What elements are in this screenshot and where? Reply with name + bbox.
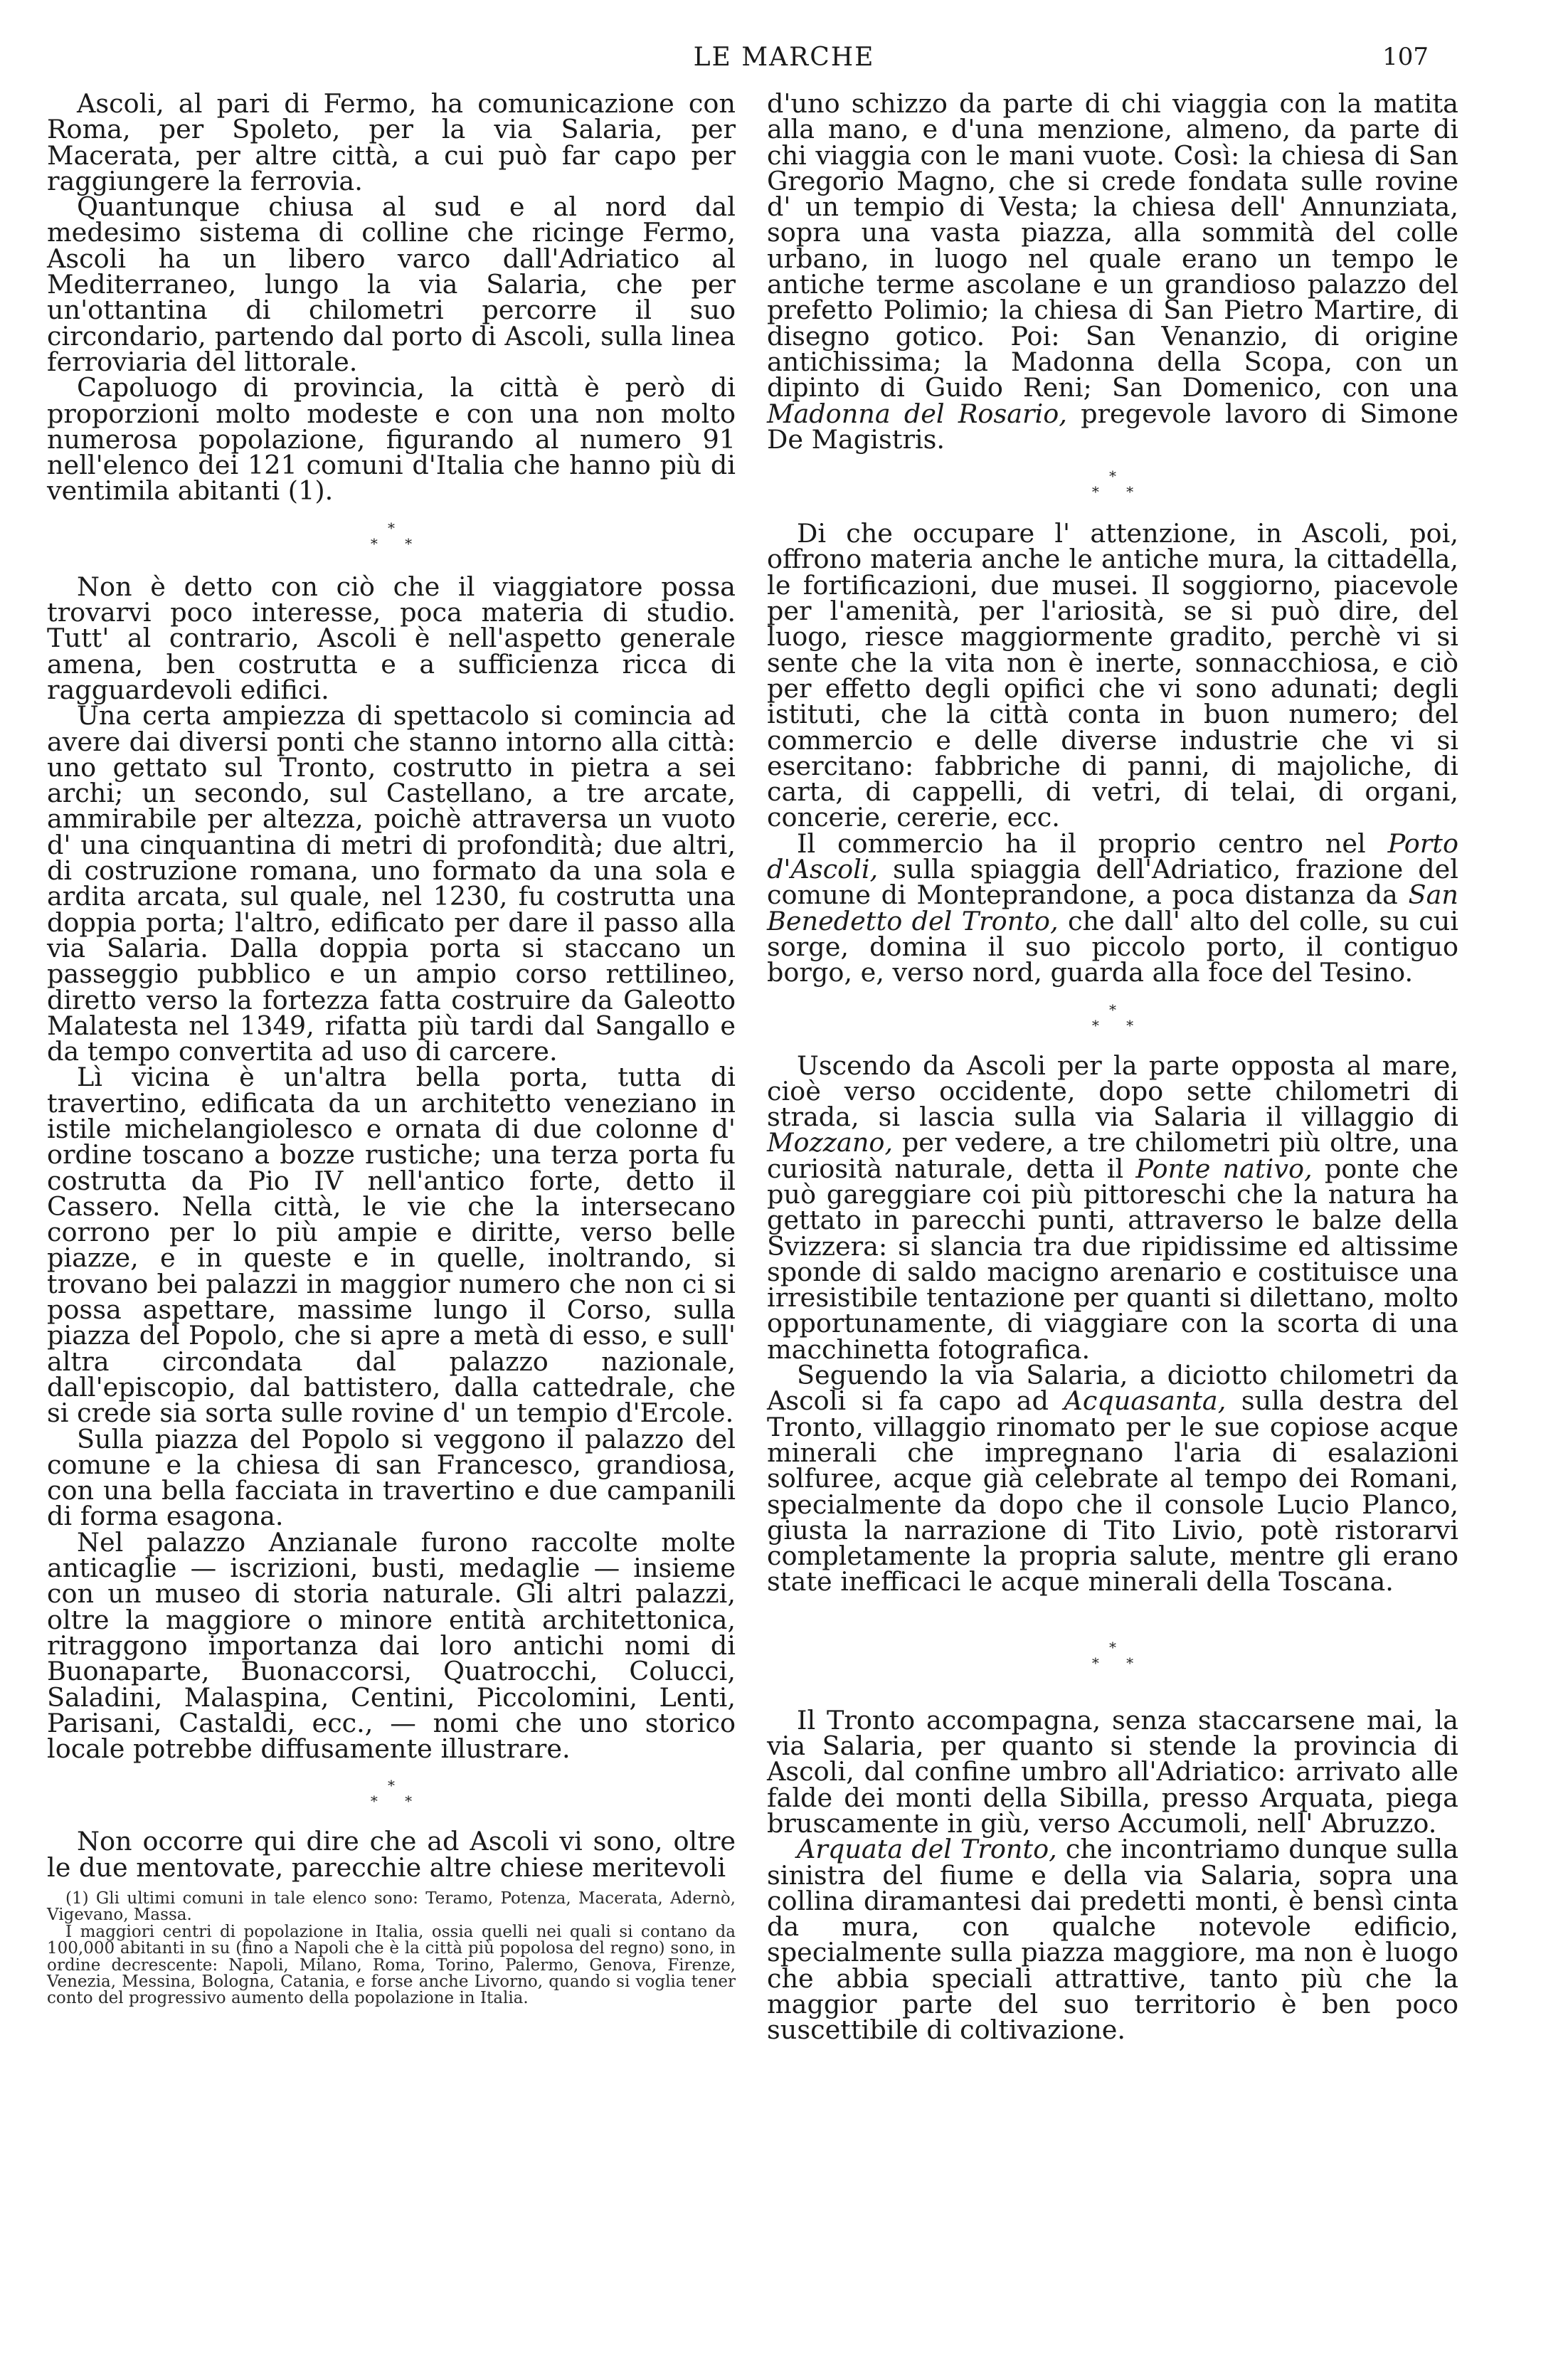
- paragraph: Capoluogo di provincia, la città è però di proporzioni molto modeste e con una non molto numerosa popolazione, figurando al numero 91 nell'elenco dei 121 comuni d'Italia che hanno più di ventimila abitanti (1).: [47, 372, 736, 507]
- separator-top: *: [1109, 1638, 1116, 1656]
- paragraph: [767, 1360, 1459, 1597]
- section-separator: [47, 1778, 736, 1809]
- separator-top: *: [1109, 1000, 1116, 1018]
- italic-place: Acquasanta,: [1064, 1385, 1227, 1417]
- paragraph: Una certa ampiezza di spettacolo si comincia ad avere dai diversi ponti che stanno intorno alla città: uno gettato sul Tronto, costrutto in pietra a sei archi; un secondo, sul Castellano, a tre arcate, ammirabile per altezza, poichè attraversa un vuoto d' una cinquantina di metri di profondità; due altri, di costruzione romana, uno formato da una sola e ardita arcata, sul quale, nel 1230, fu costrutta una doppia porta; l'altro, edificato per dare il passo alla via Salaria. Dalla doppia porta si staccano un passeggio pubblico e un ampio corso rettilineo, diretto verso la fortezza fatta costruire da Galeotto Malatesta nel 1349, rifatta più tardi dal Sangallo e da tempo convertita ad uso di carcere.: [47, 700, 736, 1067]
- text-run: Uscendo da Ascoli per la parte opposta al mare, cioè verso occidente, dopo sette chilometri di strada, si lascia sulla via Salaria il villaggio di: [767, 1050, 1458, 1133]
- paragraph: Di che occupare l' attenzione, in Ascoli, poi, offrono materia anche le antiche mura, la cittadella, le fortificazioni, due musei. Il soggiorno, piacevole per l'amenità, per l'ariosità, se si può dire, del luogo, riesce maggiormente gradito, perchè vi si sente che la vita non è inerte, sonnacchiosa, e ciò per effetto degli opifici che vi sono adunati; degli istituti, che la città conta in buon numero; del commercio e delle diverse industrie che vi si esercitano: fabbriche di panni, di majoliche, di carta, di cappelli, di vetri, di telai, di organi, concerie, cererie, ecc.: [767, 518, 1458, 833]
- separator-bottom: * *: [1091, 1016, 1145, 1034]
- italic-place: Porto d'Ascoli,: [767, 828, 1458, 885]
- italic-place: Mozzano,: [767, 1127, 894, 1158]
- paragraph: Nel palazzo Anzianale furono raccolte molte anticaglie — iscrizioni, busti, medaglie — insieme con un museo di storia naturale. Gli altri palazzi, oltre la maggiore o minore entità architettonica, ritraggono importanza dai loro antichi nomi di Buonaparte, Buonaccorsi, Quatrocchi, Colucci, Saladini, Malaspina, Centini, Piccolomini, Lenti, Parisani, Castaldi, ecc., — nomi che uno storico locale potrebbe diffusamente illustrare.: [47, 1526, 736, 1765]
- italic-place: Ponte nativo,: [1135, 1153, 1313, 1184]
- paragraph: Il Tronto accompagna, senza staccarsene mai, la via Salaria, per quanto si stende la provincia di Ascoli, dal confine umbro all'Adriatico: arrivato alle falde dei monti della Sibilla, presso Arquata, piega bruscamente in giù, verso Accumoli, nell' Abruzzo.: [767, 1704, 1458, 1839]
- paragraph: Sulla piazza del Popolo si veggono il palazzo del comune e la chiesa di san Francesco, grandiosa, con una bella facciata in travertino e due campanili di forma esagona.: [47, 1423, 736, 1532]
- paragraph: Quantunque chiusa al sud e al nord dal medesimo sistema di colline che ricinge Fermo, Ascoli ha un libero varco dall'Adriatico al Mediterraneo, lungo la via Salaria, che per un'ottantina di chilometri percorre il suo circondario, partendo dal porto di Ascoli, sulla linea ferroviaria del littorale.: [47, 191, 736, 377]
- paragraph: Ascoli, al pari di Fermo, ha comunicazione con Roma, per Spoleto, per la via Salaria, per Macerata, per altre città, a cui può far capo per raggiungere la ferrovia.: [47, 88, 736, 196]
- footnote: I maggiori centri di popolazione in Italia, ossia quelli nei quali si contano da 100,000 abitanti in su (fino a Napoli che è la città più popolosa del regno) sono, in ordine decrescente: Napoli, Milano, Roma, Torino, Palermo, Genova, Firenze, Venezia, Messina, Bologna, Catania, e forse anche Livorno, quando si voglia tener conto del progressivo aumento della popolazione in Italia.: [47, 1922, 736, 2008]
- section-separator: [767, 1002, 1458, 1033]
- text-run: che incontriamo dunque sulla sinistra del fiume e della via Salaria, sopra una collina diramantesi dai predetti monti, è bensì cinta da mura, con qualche notevole edificio, specialmente sulla piazza maggiore, ma non è luogo che abbia speciali attrattive, tanto più che la maggior parte del suo territorio è ben poco suscettibile di coltivazione.: [767, 1834, 1458, 2046]
- text-run: pregevole lavoro di Simone De Magistris.: [767, 398, 1458, 455]
- section-separator: [767, 468, 1458, 500]
- left-column: [47, 88, 736, 2008]
- section-separator: [767, 1639, 1458, 1671]
- italic-title: Madonna del Rosario,: [767, 398, 1067, 429]
- text-run: ponte che può gareggiare coi più pittoreschi che la natura ha gettato in parecchi punti, attraverso le balze della Svizzera: si slancia tra due ripidissime ed altissime sponde di saldo macigno arenario e costituisce una irresistibile tentazione per quanti si dilettano, molto opportunamente, di viaggiare con la scorta di una macchinetta fotografica.: [767, 1153, 1458, 1365]
- italic-place: San Benedetto del Tronto,: [767, 880, 1458, 936]
- text-run: che dall' alto del colle, su cui sorge, domina il suo piccolo porto, il contiguo borgo, e, verso nord, guarda alla foce del Tesino.: [767, 905, 1458, 988]
- paragraph: Non occorre qui dire che ad Ascoli vi sono, oltre le due mentovate, parecchie altre chiese meritevoli: [47, 1826, 736, 1883]
- text-run: d'uno schizzo da parte di chi viaggia con la matita alla mano, e d'una menzione, almeno, da parte di chi viaggia con le mani vuote. Così: la chiesa di San Gregorio Magno, che si crede fondata sulle rovine d' un tempio di Vesta; la chiesa dell' Annunziata, sopra una vasta piazza, alla sommità del colle urbano, in luogo nel quale erano un tempo le antiche terme ascolane e un grandioso palazzo del prefetto Polimio; la chiesa di San Pietro Martire, di disegno gotico. Poi: San Venanzio, di origine antichissima; la Madonna della Scopa, con un dipinto di Guido Reni; San Domenico, con una: [767, 88, 1458, 403]
- paragraph: Lì vicina è un'altra bella porta, tutta di travertino, edificata da un architetto veneziano in istile michelangiolesco e ornata di due colonne d' ordine toscano a bozze rustiche; una terza porta fu costrutta da Pio IV nell'antico forte, detto il Cassero. Nella città, le vie che la intersecano corrono per lo più ampie e diritte, verso belle piazze, e in queste e in quelle, inoltrando, si trovano bei palazzi in maggior numero che non ci si possa aspettare, massime lungo il Corso, sulla piazza del Popolo, che si apre a metà di esso, e sull' altra circondata dal palazzo nazionale, dall'episcopio, dal battistero, dalla cattedrale, che si crede sia sorta sulle rovine d' un tempio d'Ercole.: [47, 1062, 736, 1429]
- running-title: LE MARCHE: [693, 43, 875, 72]
- separator-bottom: * *: [1091, 483, 1145, 501]
- text-run: sulla spiaggia dell'Adriatico, frazione del comune di Monteprandone, a poca distanza da: [767, 854, 1458, 911]
- separator-bottom: * *: [370, 534, 424, 552]
- text-run: Seguendo la via Salaria, a diciotto chilometri da Ascoli si fa capo ad: [767, 1360, 1458, 1417]
- paragraph: [767, 88, 1458, 455]
- footnotes: [47, 1891, 736, 2007]
- footnote: (1) Gli ultimi comuni in tale elenco sono: Teramo, Potenza, Macerata, Adernò, Vigevano, Massa.: [47, 1889, 736, 1925]
- separator-top: *: [388, 519, 395, 537]
- section-separator: [47, 520, 736, 551]
- separator-bottom: * *: [370, 1792, 424, 1810]
- italic-place: Arquata del Tronto,: [797, 1834, 1057, 1865]
- paragraph: [767, 828, 1458, 988]
- right-column: [767, 88, 1459, 2046]
- page-header: [0, 38, 1568, 81]
- paragraph: [767, 1834, 1458, 2046]
- separator-top: *: [388, 1777, 395, 1795]
- paragraph: [767, 1050, 1458, 1365]
- text-run: Il commercio ha il proprio centro nel: [797, 828, 1366, 859]
- page-number: 107: [1382, 43, 1429, 71]
- text-run: per vedere, a tre chilometri più oltre, una curiosità naturale, detta il: [767, 1127, 1458, 1184]
- separator-top: *: [1109, 468, 1116, 485]
- paragraph: Non è detto con ciò che il viaggiatore possa trovarvi poco interesse, poca materia di studio. Tutt' al contrario, Ascoli è nell'aspetto generale amena, ben costrutta e a sufficienza ricca di ragguardevoli edifici.: [47, 571, 736, 705]
- text-run: sulla destra del Tronto, villaggio rinomato per le sue copiose acque minerali che impregnano l'aria di esalazioni solfuree, acque già celebrate al tempo dei Romani, specialmente da dopo che il console Lucio Planco, giusta la narrazione di Tito Livio, potè ristorarvi completamente la propria salute, mentre gli erano state inefficaci le acque minerali della Toscana.: [767, 1385, 1459, 1597]
- separator-bottom: * *: [1091, 1654, 1145, 1671]
